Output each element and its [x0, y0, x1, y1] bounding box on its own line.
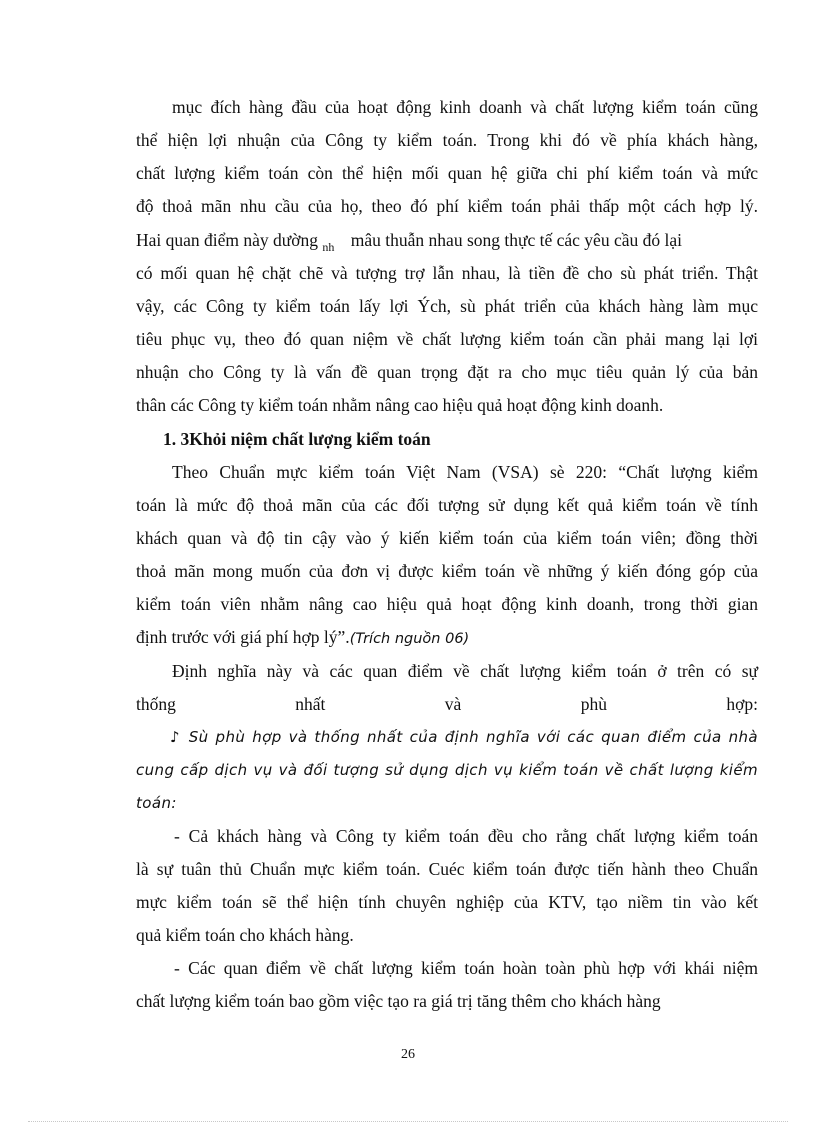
- text-line: là sự tuân thủ Chuẩn mực kiểm toán. Cuéc kiểm toán được tiến hành theo Chuẩn: [136, 859, 758, 879]
- text-line: kiểm toán viên nhằm nâng cao hiệu quả hoạt động kinh doanh, trong thời gian: [136, 594, 758, 614]
- text-line: - Các quan điểm về chất lượng kiểm toán hoàn toàn phù hợp với khái niệm: [174, 958, 758, 978]
- text-line: quả kiểm toán cho khách hàng.: [136, 925, 354, 945]
- text-fragment: định trước với giá phí hợp lý”.: [136, 627, 350, 647]
- text-fragment-subscript: nh: [322, 240, 335, 254]
- text-fragment: mâu thuẫn nhau song thực tế các yêu cầu đó lại: [350, 230, 682, 250]
- text-line: mực kiểm toán sẽ thể hiện tính chuyên nghiệp của KTV, tạo niềm tin vào kết: [136, 892, 758, 912]
- text-line: Theo Chuẩn mực kiểm toán Việt Nam (VSA) sè 220: “Chất lượng kiểm: [172, 462, 758, 482]
- text-line: cung cấp dịch vụ và đối tượng sử dụng dịch vụ kiểm toán về chất lượng kiểm: [136, 761, 758, 779]
- text-line: chất lượng kiểm toán còn thể hiện mối quan hệ giữa chi phí kiểm toán và mức: [136, 163, 758, 183]
- text-line: mục đích hàng đầu của hoạt động kinh doanh và chất lượng kiểm toán cũng: [172, 97, 758, 117]
- page-bottom-divider: [28, 1121, 788, 1122]
- text-line: thống nhất và phù hợp:: [136, 694, 758, 714]
- citation: (Trích nguồn 06): [349, 631, 470, 647]
- text-line: khách quan và độ tin cậy vào ý kiến kiểm toán của kiểm toán viên; đồng thời: [136, 528, 758, 548]
- text-line: toán là mức độ thoả mãn của các đối tượng sử dụng kết quả kiểm toán về tính: [136, 495, 758, 515]
- text-line: toán:: [136, 794, 177, 812]
- text-line: [170, 725, 758, 749]
- section-heading: 1. 3Khỏi niệm chất lượng kiểm toán: [163, 429, 431, 449]
- text-line: chất lượng kiểm toán bao gồm việc tạo ra giá trị tăng thêm cho khách hàng: [136, 991, 661, 1011]
- text-line: thân các Công ty kiểm toán nhằm nâng cao hiệu quả hoạt động kinh doanh.: [136, 395, 664, 415]
- text-line: vậy, các Công ty kiểm toán lấy lợi Ých, sù phát triển của khách hàng làm mục: [136, 296, 758, 316]
- text-line: [136, 228, 758, 252]
- text-line: thể hiện lợi nhuận của Công ty kiểm toán. Trong khi đó về phía khách hàng,: [136, 130, 758, 150]
- page-number: 26: [401, 1047, 415, 1062]
- music-note-icon: ♪: [170, 728, 182, 746]
- text-fragment: Hai quan điểm này dường: [136, 230, 319, 250]
- text-line: có mối quan hệ chặt chẽ và tượng trợ lẫn nhau, là tiền đề cho sù phát triển. Thật: [136, 263, 758, 283]
- text-line: nhuận cho Công ty là vấn đề quan trọng đặt ra cho mục tiêu quản lý của bản: [136, 362, 758, 382]
- text-fragment: Sù phù hợp và thống nhất của định nghĩa với các quan điểm của nhà: [188, 728, 758, 746]
- text-line: tiêu phục vụ, theo đó quan niệm về chất lượng kiểm toán cần phải mang lại lợi: [136, 329, 758, 349]
- text-line: độ thoả mãn nhu cầu của họ, theo đó phí kiểm toán phải thấp một cách hợp lý.: [136, 196, 758, 216]
- text-line: thoả mãn mong muốn của đơn vị được kiểm toán về những ý kiến đóng góp của: [136, 561, 758, 581]
- text-line: [136, 625, 758, 649]
- text-line: - Cả khách hàng và Công ty kiểm toán đều cho rằng chất lượng kiểm toán: [174, 826, 758, 846]
- text-line: Định nghĩa này và các quan điểm về chất lượng kiểm toán ở trên có sự: [172, 661, 758, 681]
